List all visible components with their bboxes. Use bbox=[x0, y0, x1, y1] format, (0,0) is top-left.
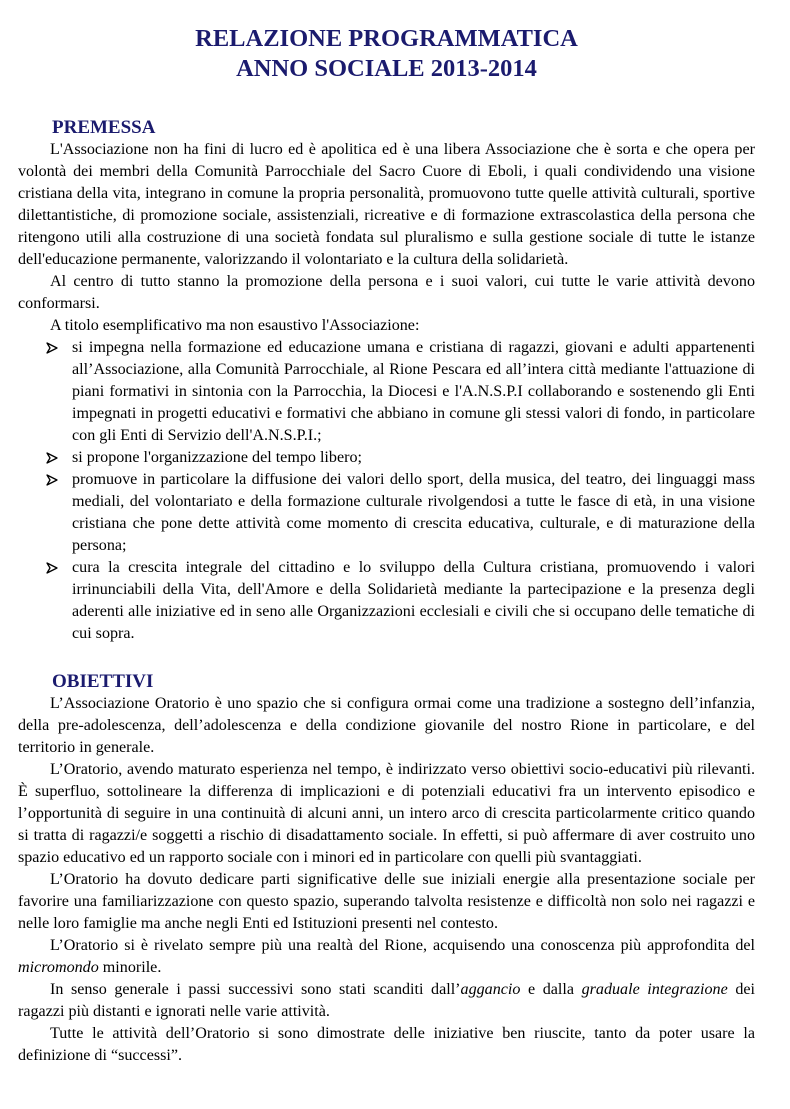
section-obiettivi bbox=[18, 693, 755, 1067]
paragraph: L’Oratorio, avendo maturato esperienza nel tempo, è indirizzato verso obiettivi socio-educativi più rilevanti. È superfluo, sottolineare la differenza di implicazioni e di potenziali educativi fra un intervento episodico e l’opportunità di seguire in una continuità di alcuni anni, un intero arco di crescita particolarmente critico quando si tratta di ragazzi/e soggetti a rischio di disadattamento sociale. In effetti, si può affermare di aver costruito uno spazio educativo ed un rapporto sociale con i minori ed in particolare con quelli più svantaggiati. bbox=[18, 761, 755, 866]
arrowhead-bullet-icon bbox=[46, 342, 58, 354]
list-item-text: cura la crescita integrale del cittadino e lo sviluppo della Cultura cristiana, promuovendo i valori irrinunciabili della Vita, dell'Amore e della Solidarietà mediante la partecipazione e la presenza degli aderenti alle iniziative ed in seno alle Organizzazioni ecclesiali e civili che si occupano delle tematiche di cui sopra. bbox=[72, 559, 755, 642]
paragraph: Tutte le attività dell’Oratorio si sono dimostrate delle iniziative ben riuscite, tanto da poter usare la definizione di “successi”. bbox=[18, 1025, 755, 1064]
paragraph-text: dei ragazzi più distanti e ignorati nelle varie attività. bbox=[18, 981, 755, 1020]
emphasis-text: aggancio bbox=[460, 981, 521, 998]
list-item-text: promuove in particolare la diffusione dei valori dello sport, della musica, del teatro, dei linguaggi mass mediali, del volontariato e della formazione culturale rivolgendosi a tutte le fasce di età, in una visione cristiana che pone dette attività come momento di crescita educativa, culturale, e di maturazione della persona; bbox=[72, 471, 755, 554]
bullet-list bbox=[18, 337, 755, 645]
paragraph: A titolo esemplificativo ma non esaustivo l'Associazione: bbox=[50, 317, 420, 334]
arrowhead-bullet-icon bbox=[46, 452, 58, 464]
list-item bbox=[18, 447, 755, 469]
title-line-1: RELAZIONE PROGRAMMATICA bbox=[195, 25, 578, 52]
paragraph-text: In senso generale i passi successivi sono stati scanditi dall’ bbox=[50, 981, 461, 998]
list-item bbox=[18, 557, 755, 645]
document-page bbox=[18, 24, 755, 1067]
paragraph-text: e dalla bbox=[520, 981, 582, 998]
document-title bbox=[18, 24, 755, 84]
list-item bbox=[18, 337, 755, 447]
paragraph-text: minorile. bbox=[98, 959, 162, 976]
paragraph: L'Associazione non ha fini di lucro ed è apolitica ed è una libera Associazione che è sorta e che opera per volontà dei membri della Comunità Parrocchiale del Sacro Cuore di Eboli, i quali condividendo una visione cristiana della vita, integrano in comune la propria personalità, promuovono tutte quelle attività culturali, sportive dilettantistiche, di promozione sociale, assistenziali, ricreative e di formazione extrascolastica della persona che ritengono utili alla costruzione di una società fondata sul pluralismo e sulla gestione sociale di tutte le istanze dell'educazione permanente, valorizzando il volontariato e la cultura della solidarietà. bbox=[18, 141, 755, 268]
title-line-2: ANNO SOCIALE 2013-2014 bbox=[236, 55, 537, 82]
list-item-text: si propone l'organizzazione del tempo libero; bbox=[72, 449, 362, 466]
arrowhead-bullet-icon bbox=[46, 474, 58, 486]
paragraph: L’Associazione Oratorio è uno spazio che si configura ormai come una tradizione a sostegno dell’infanzia, della pre-adolescenza, dell’adolescenza e della condizione giovanile del nostro Rione in particolare, e del territorio in generale. bbox=[18, 695, 755, 756]
emphasis-text: micromondo bbox=[18, 959, 99, 976]
paragraph-text: L’Oratorio si è rivelato sempre più una realtà del Rione, acquisendo una conoscenza più approfondita del bbox=[50, 937, 755, 954]
arrowhead-bullet-icon bbox=[46, 562, 58, 574]
emphasis-text: graduale integrazione bbox=[581, 981, 728, 998]
paragraph bbox=[18, 935, 755, 979]
section-heading-obiettivi: OBIETTIVI bbox=[52, 671, 154, 692]
section-heading-premessa: PREMESSA bbox=[52, 117, 156, 138]
section-premessa bbox=[18, 139, 755, 645]
paragraph: L’Oratorio ha dovuto dedicare parti significative delle sue iniziali energie alla presentazione sociale per favorire una familiarizzazione con questo spazio, superando talvolta resistenze e difficoltà non solo nei ragazzi e nelle loro famiglie ma anche negli Enti ed Istituzioni presenti nel contesto. bbox=[18, 871, 755, 932]
list-item bbox=[18, 469, 755, 557]
paragraph bbox=[18, 979, 755, 1023]
list-item-text: si impegna nella formazione ed educazione umana e cristiana di ragazzi, giovani e adulti appartenenti all’Associazione, alla Comunità Parrocchiale, al Rione Pescara ed all’intera città mediante l'attuazione di piani formativi in sintonia con la Parrocchia, la Diocesi e l'A.N.S.P.I collaborando e sostenendo gli Enti impegnati in progetti educativi e formativi che abbiano in comune gli stessi valori di fondo, in particolare con gli Enti di Servizio dell'A.N.S.P.I.; bbox=[72, 339, 755, 444]
paragraph: Al centro di tutto stanno la promozione della persona e i suoi valori, cui tutte le varie attività devono conformarsi. bbox=[18, 273, 755, 312]
